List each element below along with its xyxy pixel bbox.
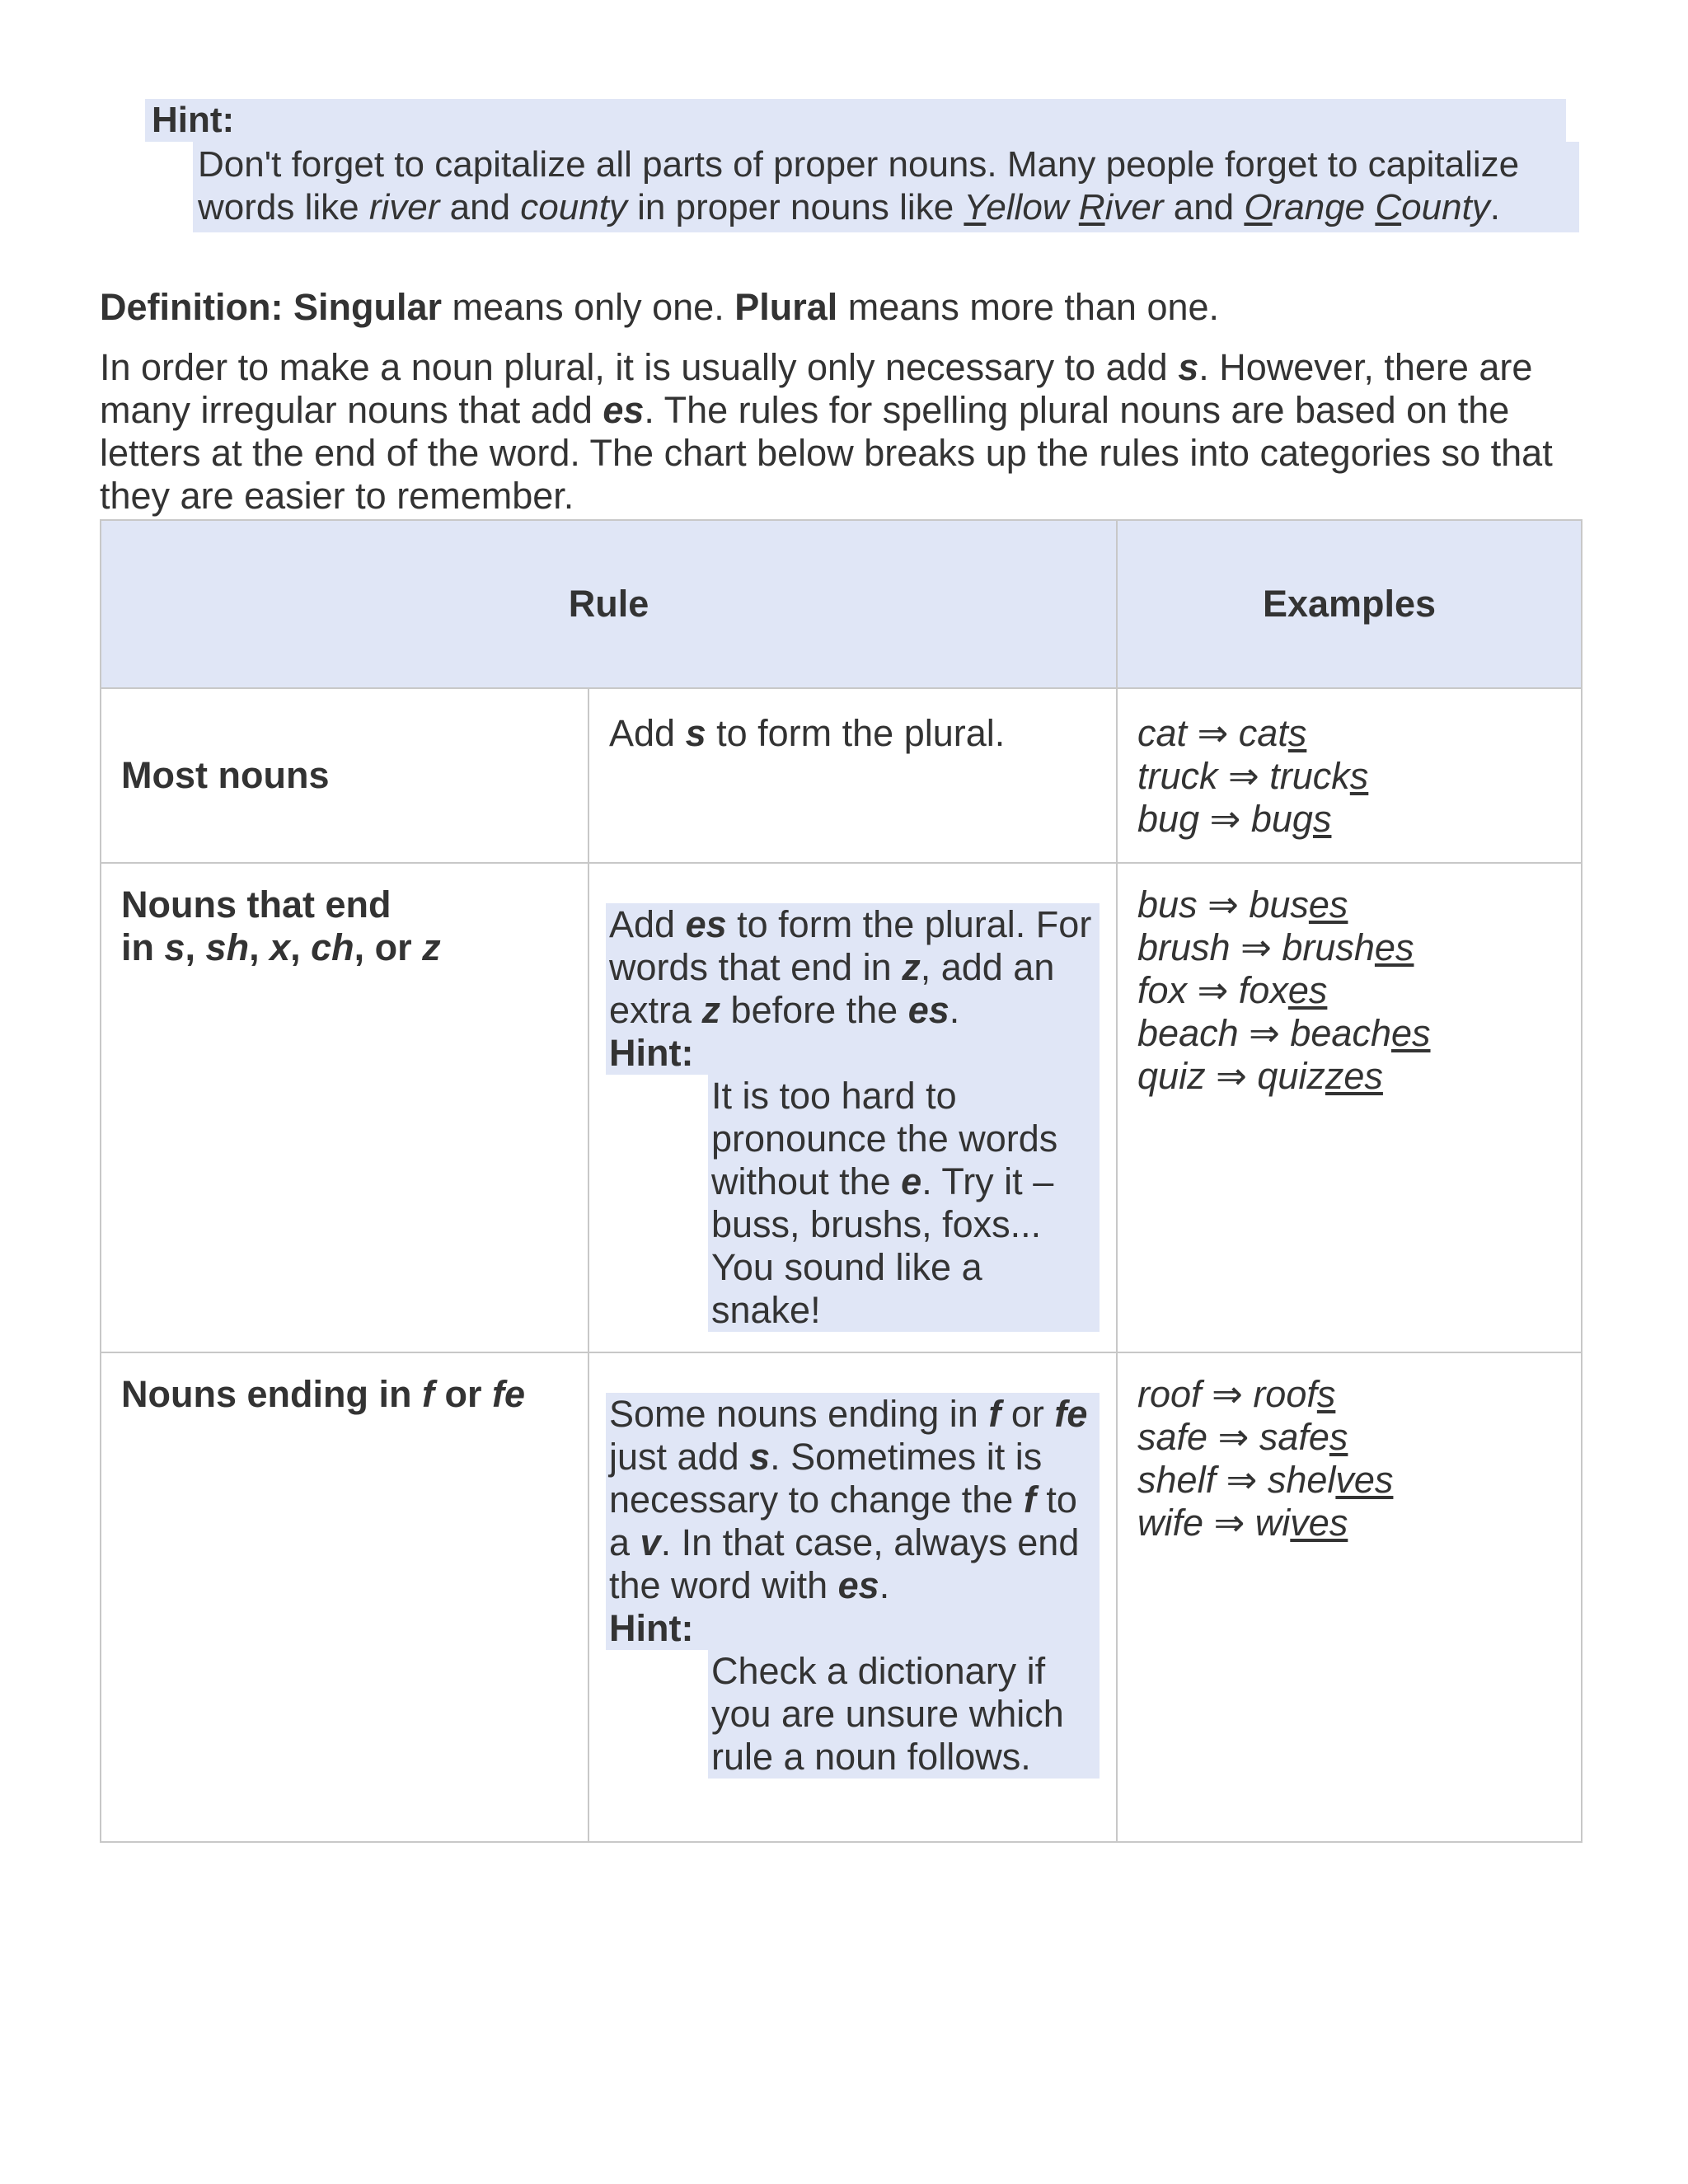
rule-label-s-sh-x-ch-z: Nouns that end in s, sh, x, ch, or z xyxy=(101,863,588,1352)
inner-hint-text: Check a dictionary if you are unsure which rule a noun follows. xyxy=(708,1650,1100,1779)
intro-es: es xyxy=(603,389,645,431)
hint-line-1: Don't forget to capitalize all parts of proper nouns. Many people forget to capitalize xyxy=(198,144,1520,185)
rule-shaded-text: Some nouns ending in f or fe just add s. Sometimes it is necessary to change the f to a v. In that case, always end the word with es. Hint: xyxy=(606,1393,1100,1650)
hint-text-part: in proper nouns like xyxy=(626,187,964,227)
example-item: beach ⇒ beaches xyxy=(1137,1012,1431,1054)
intro-text: . The rules for spelling plural nouns are based on the letters at the end of the word. The chart below breaks up the rules into categories so that they are easier to remember. xyxy=(100,389,1553,517)
table-row xyxy=(101,1352,1582,1842)
rule-text xyxy=(588,863,1117,1352)
example-item: wife ⇒ wives xyxy=(1137,1502,1348,1544)
example-item: truck ⇒ trucks xyxy=(1137,755,1369,797)
hint-text-part: words like xyxy=(198,187,369,227)
singular-term: Singular xyxy=(293,286,442,328)
header-examples: Examples xyxy=(1117,520,1582,688)
example-item: cat ⇒ cats xyxy=(1137,712,1307,754)
definition-text: means more than one. xyxy=(837,286,1220,328)
examples-cell xyxy=(1117,688,1582,863)
plural-term: Plural xyxy=(734,286,838,328)
hint-box xyxy=(145,99,1579,232)
rule-label-f-fe: Nouns ending in f or fe xyxy=(101,1352,588,1842)
example-item: shelf ⇒ shelves xyxy=(1137,1459,1394,1501)
intro-s: s xyxy=(1178,346,1199,388)
inner-hint-label: Hint: xyxy=(609,1607,694,1649)
example-yellow-river: Yellow River xyxy=(964,187,1164,227)
table-header-row xyxy=(101,520,1582,688)
example-item: bug ⇒ bugs xyxy=(1137,798,1332,840)
hint-county-word: county xyxy=(520,187,627,227)
header-rule: Rule xyxy=(101,520,1117,688)
rule-label-most-nouns: Most nouns xyxy=(101,688,588,863)
intro-text: . However, there are many irregular nouns that add xyxy=(100,346,1533,431)
rule-shaded-text: Add es to form the plural. For words that end in z, add an extra z before the es. Hint: xyxy=(606,903,1100,1075)
rule-text xyxy=(588,1352,1117,1842)
table-row xyxy=(101,863,1582,1352)
intro-paragraph xyxy=(100,346,1592,518)
example-item: bus ⇒ buses xyxy=(1137,883,1348,926)
rule-text: Add s to form the plural. xyxy=(588,688,1117,863)
examples-cell xyxy=(1117,863,1582,1352)
definition xyxy=(100,285,1219,330)
hint-text-part: . xyxy=(1489,187,1501,227)
inner-hint-text: It is too hard to pronounce the words without the e. Try it – buss, brushs, foxs... You sound like a snake! xyxy=(708,1075,1100,1332)
hint-label: Hint: xyxy=(145,99,1566,142)
hint-text-part: and xyxy=(439,187,521,227)
example-item: fox ⇒ foxes xyxy=(1137,969,1328,1011)
hint-text-part: and xyxy=(1163,187,1245,227)
hint-text xyxy=(193,142,1579,232)
definition-label: Definition: xyxy=(100,286,284,328)
definition-text: means only one. xyxy=(442,286,735,328)
intro-text: In order to make a noun plural, it is usually only necessary to add xyxy=(100,346,1179,388)
example-item: quiz ⇒ quizzes xyxy=(1137,1055,1383,1097)
example-item: brush ⇒ brushes xyxy=(1137,926,1414,968)
hint-river-word: river xyxy=(368,187,440,227)
plural-rules-table xyxy=(100,519,1582,1843)
example-orange-county: Orange County xyxy=(1244,187,1490,227)
inner-hint-label: Hint: xyxy=(609,1032,694,1074)
examples-cell xyxy=(1117,1352,1582,1842)
example-item: roof ⇒ roofs xyxy=(1137,1373,1336,1415)
table-row xyxy=(101,688,1582,863)
example-item: safe ⇒ safes xyxy=(1137,1416,1348,1458)
